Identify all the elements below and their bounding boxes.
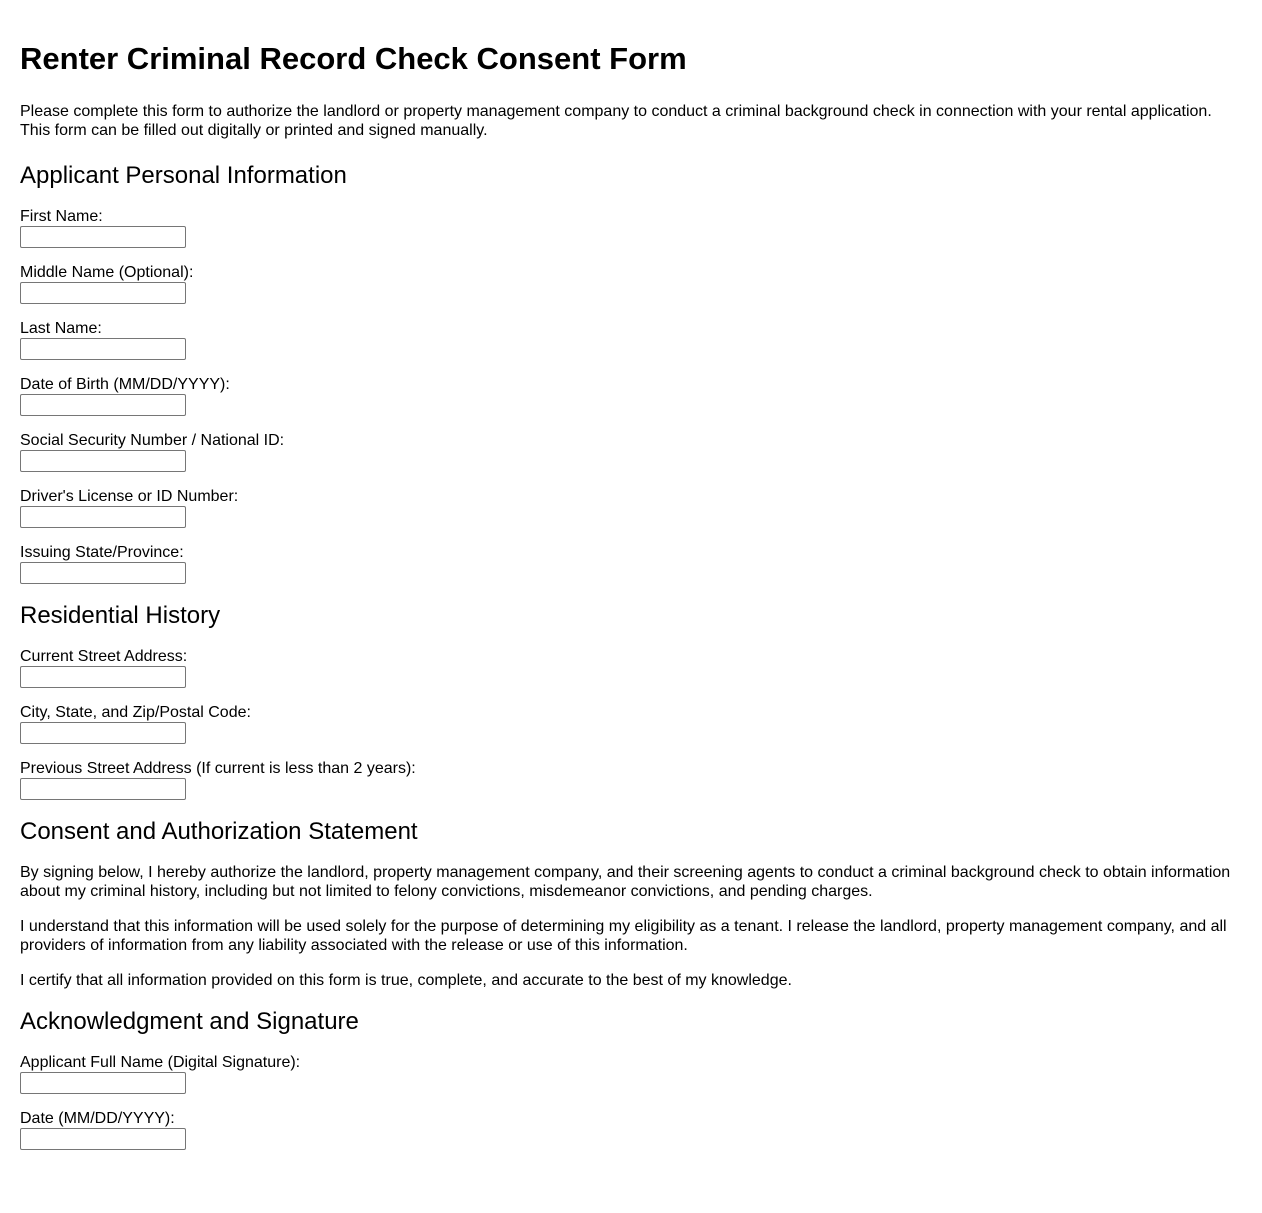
last-name-field-group <box>20 319 1242 360</box>
middle-name-label: Middle Name (Optional): <box>20 264 194 281</box>
consent-statement-section <box>20 818 1242 990</box>
issuing-state-label: Issuing State/Province: <box>20 544 184 561</box>
dob-label: Date of Birth (MM/DD/YYYY): <box>20 376 230 393</box>
section-heading-signature: Acknowledgment and Signature <box>20 1008 359 1035</box>
signature-name-input[interactable] <box>20 1072 186 1094</box>
previous-address-field-group <box>20 759 1242 800</box>
signature-name-field-group <box>20 1053 1242 1094</box>
consent-paragraph-certification: I certify that all information provided on this form is true, complete, and accurate to the best of my knowledge. <box>20 972 792 989</box>
last-name-input[interactable] <box>20 338 186 360</box>
city-state-zip-field-group <box>20 703 1242 744</box>
current-address-input[interactable] <box>20 666 186 688</box>
first-name-input[interactable] <box>20 226 186 248</box>
section-heading-residential: Residential History <box>20 602 221 629</box>
issuing-state-field-group <box>20 543 1242 584</box>
personal-info-section <box>20 162 1242 584</box>
license-field-group <box>20 487 1242 528</box>
ssn-field-group <box>20 431 1242 472</box>
last-name-label: Last Name: <box>20 320 102 337</box>
city-state-zip-label: City, State, and Zip/Postal Code: <box>20 704 251 721</box>
ssn-label: Social Security Number / National ID: <box>20 432 285 449</box>
current-address-field-group <box>20 647 1242 688</box>
license-input[interactable] <box>20 506 186 528</box>
signature-date-input[interactable] <box>20 1128 186 1150</box>
city-state-zip-input[interactable] <box>20 722 186 744</box>
page-title: Renter Criminal Record Check Consent Form <box>20 41 687 76</box>
previous-address-label: Previous Street Address (If current is less than 2 years): <box>20 760 416 777</box>
signature-section <box>20 1008 1242 1150</box>
consent-paragraph-release: I understand that this information will be used solely for the purpose of determining my eligibility as a tenant. I release the landlord, property management company, and all providers of information from any liability associated with the release or use of this information. <box>20 918 1227 954</box>
previous-address-input[interactable] <box>20 778 186 800</box>
residential-history-section <box>20 602 1242 800</box>
ssn-input[interactable] <box>20 450 186 472</box>
license-label: Driver's License or ID Number: <box>20 488 239 505</box>
section-heading-consent: Consent and Authorization Statement <box>20 818 418 845</box>
signature-date-label: Date (MM/DD/YYYY): <box>20 1110 175 1127</box>
signature-name-label: Applicant Full Name (Digital Signature): <box>20 1054 301 1071</box>
first-name-field-group <box>20 207 1242 248</box>
signature-date-field-group <box>20 1109 1242 1150</box>
current-address-label: Current Street Address: <box>20 648 188 665</box>
first-name-label: First Name: <box>20 208 103 225</box>
intro-text: Please complete this form to authorize the landlord or property management company to conduct a criminal background check in connection with your rental application. This form can be filled out digitally or printed and signed manually. <box>20 103 1212 139</box>
middle-name-input[interactable] <box>20 282 186 304</box>
section-heading-personal: Applicant Personal Information <box>20 162 347 189</box>
dob-input[interactable] <box>20 394 186 416</box>
middle-name-field-group <box>20 263 1242 304</box>
dob-field-group <box>20 375 1242 416</box>
consent-paragraph-authorization: By signing below, I hereby authorize the landlord, property management company, and their screening agents to conduct a criminal background check to obtain information about my criminal history, including but not limited to felony convictions, misdemeanor convictions, and pending charges. <box>20 864 1231 900</box>
issuing-state-input[interactable] <box>20 562 186 584</box>
